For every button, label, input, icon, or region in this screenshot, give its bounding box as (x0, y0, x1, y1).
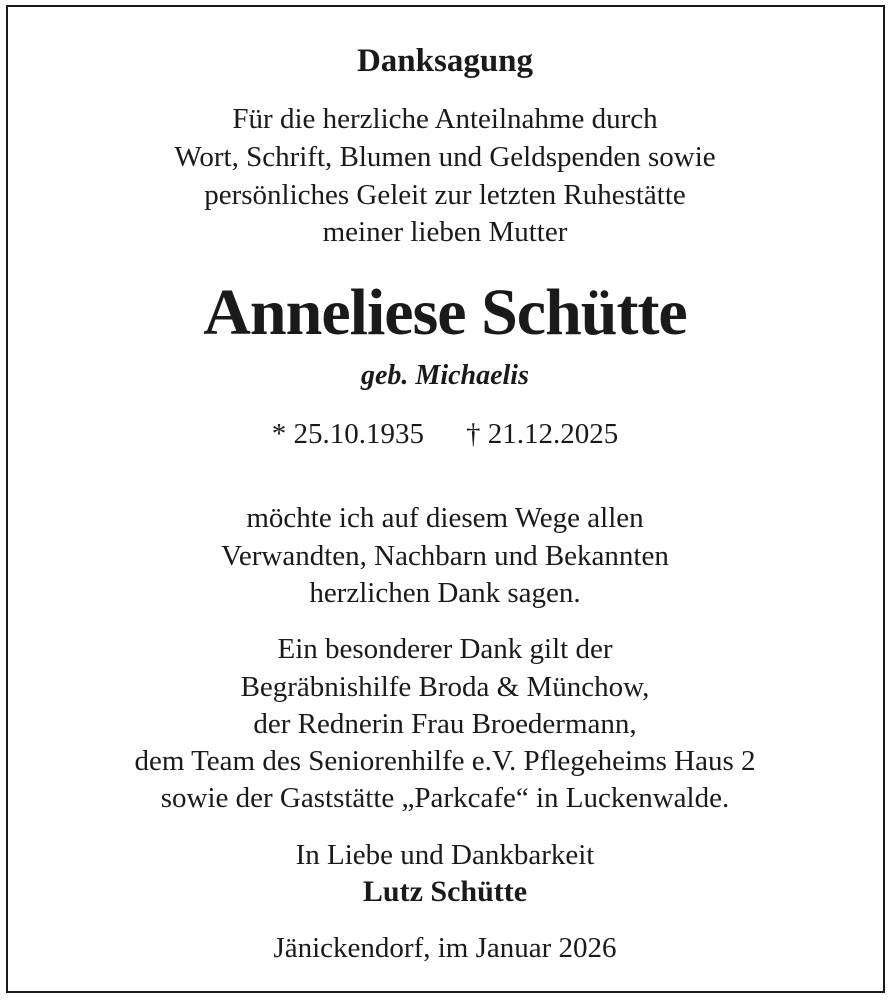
thanks-line-2: Verwandten, Nachbarn und Bekannten (221, 540, 669, 572)
death-date: † 21.12.2025 (466, 418, 619, 450)
special-thanks-line-2: Begräbnishilfe Broda & Münchow, (240, 671, 650, 703)
maiden-name: geb. Michaelis (361, 360, 529, 391)
special-thanks-line-5: sowie der Gaststätte „Parkcafe“ in Luckenwalde. (160, 782, 730, 814)
intro-line-1: Für die herzliche Anteilnahme durch (232, 103, 658, 135)
special-thanks-line-4: dem Team des Seniorenhilfe e.V. Pflegeheims Haus 2 (134, 745, 756, 777)
heading: Danksagung (356, 43, 534, 79)
deceased-name: Anneliese Schütte (203, 276, 687, 349)
life-dates (0, 420, 890, 449)
special-thanks-line-3: der Rednerin Frau Broedermann, (253, 708, 637, 740)
thanks-line-1: möchte ich auf diesem Wege allen (246, 502, 644, 534)
closing: In Liebe und Dankbarkeit (295, 839, 595, 871)
thanks-line-3: herzlichen Dank sagen. (309, 577, 581, 609)
intro-line-2: Wort, Schrift, Blumen und Geldspenden sowie (174, 141, 716, 173)
place-date: Jänickendorf, im Januar 2026 (273, 932, 617, 964)
intro-line-3: persönliches Geleit zur letzten Ruhestätte (204, 179, 686, 211)
birth-date: * 25.10.1935 (271, 418, 424, 450)
special-thanks-line-1: Ein besonderer Dank gilt der (277, 633, 613, 665)
intro-line-4: meiner lieben Mutter (322, 216, 568, 248)
signer-name: Lutz Schütte (362, 875, 528, 908)
